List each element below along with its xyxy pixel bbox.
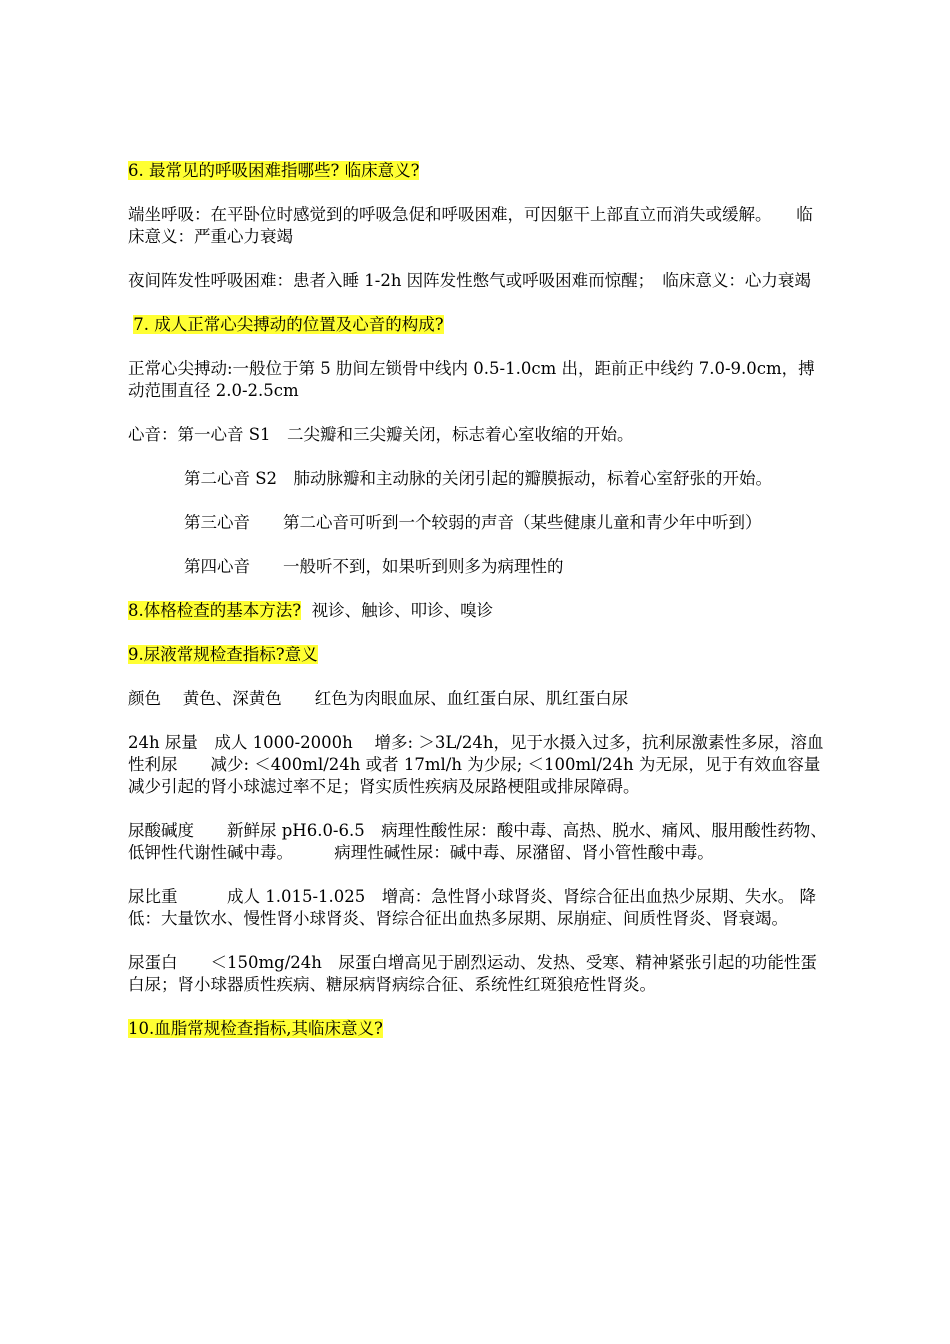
q6-pnd-paragraph: 夜间阵发性呼吸困难：患者入睡 1-2h 因阵发性憋气或呼吸困难而惊醒； 临床意义：心力衰竭 — [128, 271, 811, 290]
question-9-title: 9.尿液常规检查指标?意义 — [128, 645, 318, 664]
q7-s1-paragraph: 心音：第一心音 S1 二尖瓣和三尖瓣关闭，标志着心室收缩的开始。 — [128, 425, 634, 444]
question-8-title: 8.体格检查的基本方法? — [128, 601, 302, 620]
q9-ph-paragraph: 尿酸碱度 新鲜尿 pH6.0-6.5 病理性酸性尿：酸中毒、高热、脱水、痛风、服用酸性药物、低钾性代谢性碱中毒。 病理性碱性尿：碱中毒、尿潴留、肾小管性酸中毒。 — [128, 821, 827, 862]
question-8-answer: 视诊、触诊、叩诊、嗅诊 — [311, 601, 494, 620]
question-8-heading — [128, 600, 828, 622]
question-7-title: 7. 成人正常心尖搏动的位置及心音的构成? — [133, 315, 444, 334]
question-9-heading — [128, 644, 828, 666]
q7-s2-paragraph: 第二心音 S2 肺动脉瓣和主动脉的关闭引起的瓣膜振动，标着心室舒张的开始。 — [184, 469, 773, 488]
question-6-title: 6. 最常见的呼吸困难指哪些? 临床意义? — [128, 161, 420, 180]
question-7-heading — [128, 314, 828, 336]
document-page — [128, 160, 828, 1062]
q9-gravity-paragraph: 尿比重 成人 1.015-1.025 增高：急性肾小球肾炎、肾综合征出血热少尿期、失水。 降低：大量饮水、慢性肾小球肾炎、肾综合征出血热多尿期、尿崩症、间质性肾炎、肾衰竭。 — [128, 887, 817, 928]
q7-s4-paragraph: 第四心音 一般听不到，如果听到则多为病理性的 — [184, 557, 564, 576]
q7-apex-beat-paragraph: 正常心尖搏动:一般位于第 5 肋间左锁骨中线内 0.5-1.0cm 出，距前正中线约 7.0-9.0cm，搏动范围直径 2.0-2.5cm — [128, 359, 815, 400]
q6-orthopnea-paragraph: 端坐呼吸：在平卧位时感觉到的呼吸急促和呼吸困难，可因躯干上部直立而消失或缓解。 临床意义：严重心力衰竭 — [128, 205, 813, 246]
question-10-title: 10.血脂常规检查指标,其临床意义? — [128, 1019, 383, 1038]
q9-color-paragraph: 颜色 黄色、深黄色 红色为肉眼血尿、血红蛋白尿、肌红蛋白尿 — [128, 689, 629, 708]
q9-protein-paragraph: 尿蛋白 ＜150mg/24h 尿蛋白增高见于剧烈运动、发热、受寒、精神紧张引起的功能性蛋白尿；肾小球器质性疾病、糖尿病肾病综合征、系统性红斑狼疮性肾炎。 — [128, 953, 817, 994]
q7-s3-paragraph: 第三心音 第二心音可听到一个较弱的声音（某些健康儿童和青少年中听到） — [184, 513, 762, 532]
question-10-heading — [128, 1018, 828, 1040]
q9-volume-paragraph: 24h 尿量 成人 1000-2000h 增多: ＞3L/24h，见于水摄入过多，抗利尿激素性多尿，溶血性利尿 减少: ＜400ml/24h 或者 17ml/h 为少尿; ＜100ml/24h 为无尿，见于有效血容量减少引起的肾小球滤过率不足；肾实质性疾病及尿路梗阻或排尿障碍。 — [128, 733, 824, 796]
question-6-heading — [128, 160, 828, 182]
